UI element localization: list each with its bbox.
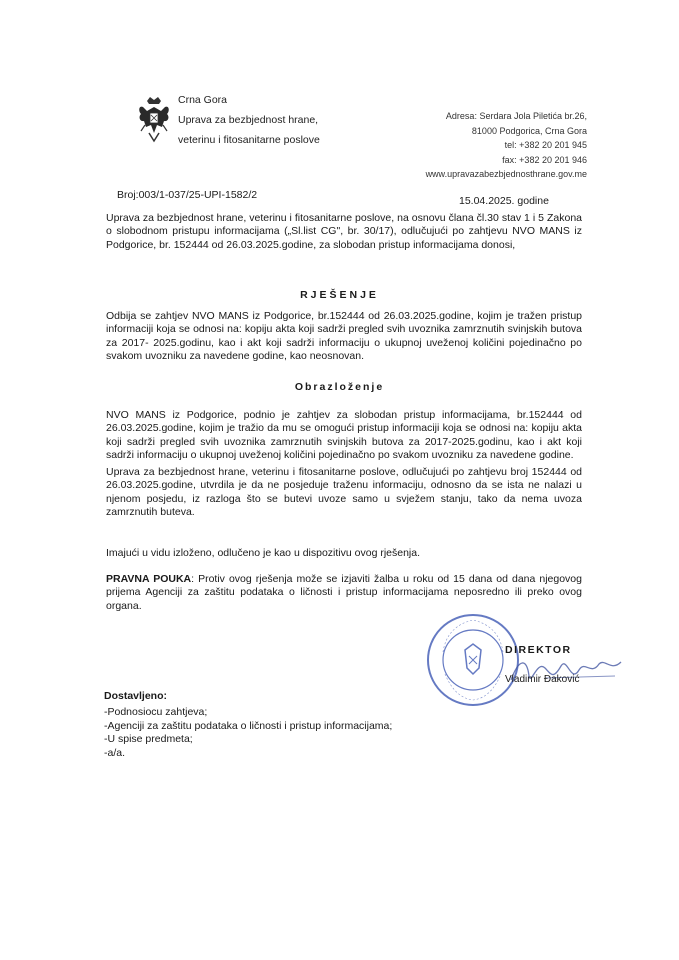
- explanation-paragraph-2: Uprava za bezbjednost hrane, veterinu i fitosanitarne poslove, odlučujući po zahtjevu broj 152444 od 26.03.2025.godine, utvrdila je da ne posjeduje traženu informaciju, odnosno da se ista ne nalazi u njenom posjedu, iz razloga što se butevi uvoze samo u svježem stanju, tako da nema uvoza zamrznutih buteva.: [106, 466, 582, 518]
- address-street: Adresa: Serdara Jola Piletića br.26,: [445, 111, 587, 121]
- legal-remedy-text: : Protiv ovog rješenja može se izjaviti žalba u roku od 15 dana od dana njegovog prijema Agenciji za zaštitu podataka o ličnosti i pristup informacijama neposredno ili preko ovog organa.: [106, 573, 582, 612]
- org-line-name-cont: veterinu i fitosanitarne poslove: [178, 134, 320, 146]
- address-tel: tel: +382 20 201 945: [504, 140, 587, 150]
- legal-remedy-label: PRAVNA POUKA: [106, 573, 192, 585]
- decision-paragraph: Odbija se zahtjev NVO MANS iz Podgorice, br.152444 od 26.03.2025.godine, kojim je tražen pristup informaciji koja se odnosi na: kopiju akta koji sadrži pregled svih uvoznika zamrznutih svinjskih butova za 2017- 2025.godinu, kao i akt koji sadrži informaciju o ukupnoj uveženoj količini pojedinačno po svakom uvozniku za navedene godine, kao neosnovan.: [106, 310, 582, 362]
- conclusion-paragraph: Imajući u vidu izloženo, odlučeno je kao u dispozitivu ovog rješenja.: [106, 547, 421, 559]
- organization-block: [178, 90, 320, 150]
- distribution-item: -Agenciji za zaštitu podataka o ličnosti i pristup informacijama;: [104, 719, 393, 732]
- address-city: 81000 Podgorica, Crna Gora: [471, 125, 587, 136]
- distribution-item: -U spise predmeta;: [104, 733, 193, 745]
- document-date: 15.04.2025. godine: [459, 195, 549, 207]
- legal-remedy-paragraph: [106, 573, 582, 613]
- org-line-name: Uprava za bezbjednost hrane,: [178, 114, 319, 126]
- explanation-paragraph-1: NVO MANS iz Podgorice, podnio je zahtjev za slobodan pristup informacijama, br.152444 od 26.03.2025.godine, kojim je tražio da mu se omogući pristup informaciji koja se odnosi na: kopiju akta koji sadrži pregled svih uvoznika zamrznutih svinjskih butova za 2017-2025.godinu, kao i akt koji sadrži informaciju o ukupnoj uveženoj količini pojedinačno po svakom uvozniku za navedene godine.: [106, 409, 582, 461]
- director-name: Vladimir Đaković: [505, 674, 580, 685]
- address-website: www.upravazabezbjednosthrane.gov.me: [425, 169, 587, 179]
- reference-number: Broj:003/1-037/25-UPI-1582/2: [117, 189, 258, 201]
- address-fax: fax: +382 20 201 946: [502, 154, 587, 165]
- explanation-heading: Obrazloženje: [294, 381, 385, 393]
- org-line-country: Crna Gora: [178, 94, 228, 106]
- intro-paragraph: Uprava za bezbjednost hrane, veterinu i fitosanitarne poslove, na osnovu člana čl.30 stav 1 i 5 Zakona o slobodnom pristupu informacijama („Sl.list CG", br. 30/17), odlučujući po zahtjevu NVO MANS iz Podgorice, br. 152444 od 26.03.2025.godine, za slobodan pristup informacijama donosi,: [106, 212, 582, 251]
- coat-of-arms-icon: [137, 95, 171, 145]
- address-block: [426, 109, 587, 182]
- director-title: DIREKTOR: [505, 644, 572, 656]
- distribution-item: -a/a.: [104, 746, 126, 759]
- distribution-list: [104, 706, 392, 760]
- decision-heading: RJEŠENJE: [300, 289, 379, 301]
- distribution-item: -Podnosiocu zahtjeva;: [104, 706, 208, 718]
- distribution-title: Dostavljeno:: [104, 690, 168, 702]
